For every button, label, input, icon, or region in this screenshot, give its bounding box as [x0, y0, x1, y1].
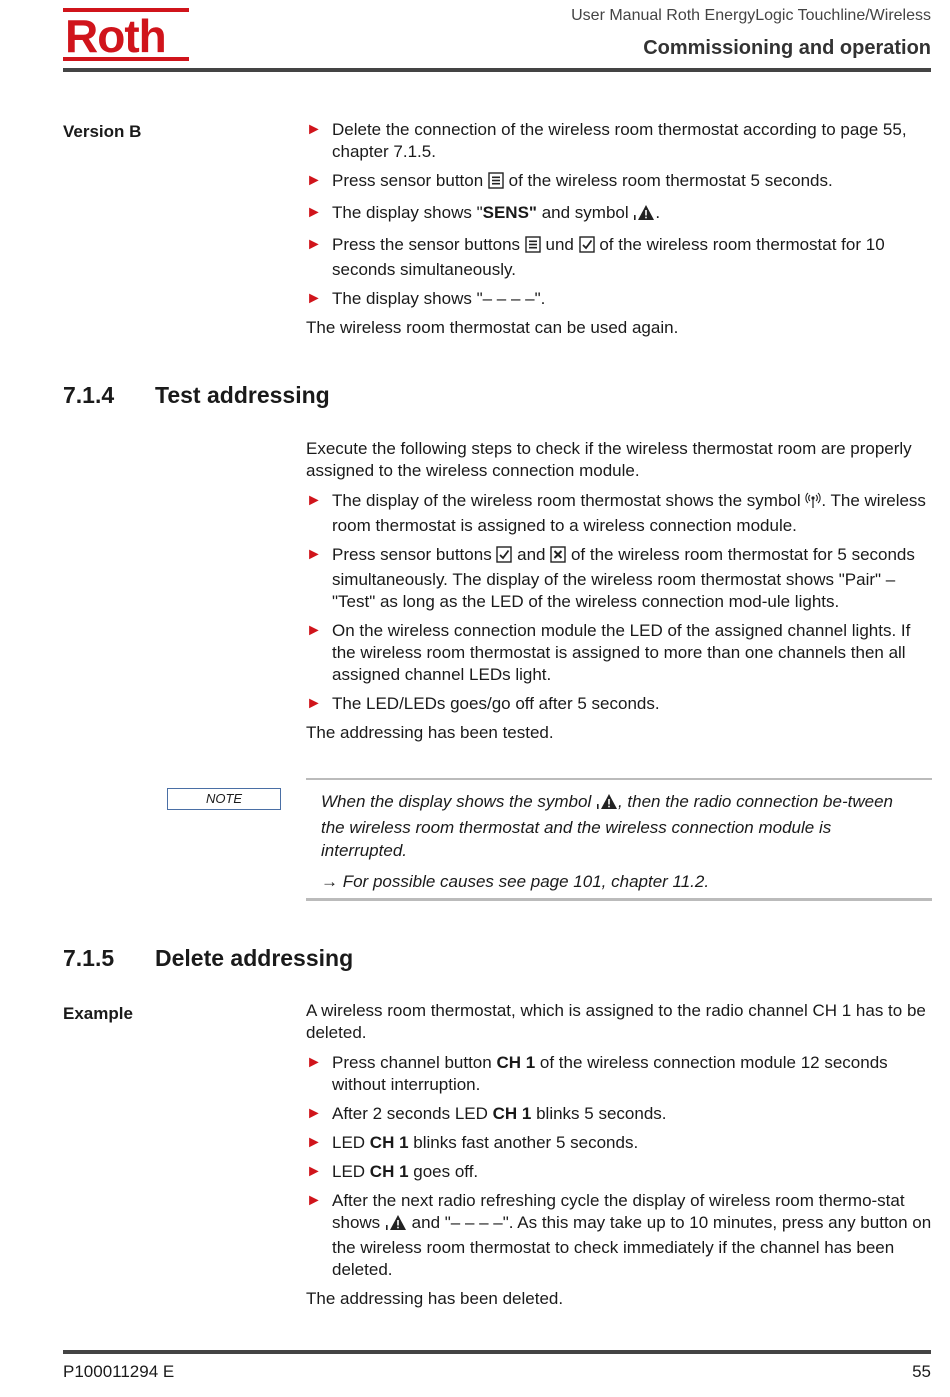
list-item: ► Press sensor button of the wireless room thermostat 5 seconds. — [306, 170, 932, 195]
page-number: 55 — [912, 1362, 931, 1381]
bullet-arrow-icon: ► — [306, 121, 322, 138]
list-item: ► LED CH 1 goes off. — [306, 1162, 479, 1181]
intro-text: A wireless room thermostat, which is assigned to the radio channel CH 1 has to be deleted. — [306, 1001, 926, 1042]
version-b-label: Version B — [63, 122, 142, 141]
bullet-arrow-icon: ► — [306, 172, 322, 189]
list-item: ► Press the sensor buttons und of the wireless room thermostat for 10 seconds simultaneously. — [306, 235, 885, 279]
warning-icon — [385, 1214, 407, 1237]
list-item: ► Press channel button CH 1 of the wireless connection module 12 seconds without interruption. — [306, 1053, 888, 1094]
version-b-block — [306, 119, 932, 346]
list-item: ► The LED/LEDs goes/go off after 5 seconds. — [306, 694, 660, 713]
bullet-arrow-icon: ► — [306, 492, 322, 509]
result-text: The wireless room thermostat can be used again. — [306, 318, 679, 337]
menu-icon — [525, 236, 541, 259]
bullet-arrow-icon: ► — [306, 204, 322, 221]
bullet-arrow-icon: ► — [306, 1054, 322, 1071]
intro-text: Execute the following steps to check if the wireless thermostat room are properly assigned to the wireless connection module. — [306, 439, 912, 480]
bullet-arrow-icon: ► — [306, 290, 322, 307]
header-rule — [63, 68, 931, 72]
list-item: ► The display shows "SENS" and symbol . — [306, 202, 932, 227]
test-addressing-block — [306, 438, 932, 751]
note-box — [306, 778, 932, 901]
example-label: Example — [63, 1004, 133, 1023]
list-item: ► On the wireless connection module the LED of the assigned channel lights. If the wireless room thermostat is assigned to more than one channels then all assigned channel LEDs light. — [306, 621, 911, 684]
section-heading-714: 7.1.4 Test addressing — [63, 382, 330, 408]
svg-text:Roth: Roth — [65, 10, 166, 62]
delete-addressing-block — [306, 1000, 932, 1317]
bullet-arrow-icon: ► — [306, 1192, 322, 1209]
check-icon — [496, 546, 512, 569]
warning-icon — [633, 204, 655, 227]
list-item: ► The display of the wireless room thermostat shows the symbol . The wireless room thermostat is assigned to a wireless connection module. — [306, 491, 926, 535]
roth-logo-icon — [63, 8, 189, 68]
note-reference: → For possible causes see page 101, chapter 11.2. — [321, 872, 710, 891]
note-text: When the display shows the symbol , then the radio connection be-tween the wireless room thermostat and the wireless connection module is interrupted. → For possible causes see page 101, chapter 11.2. — [321, 790, 921, 893]
note-badge: NOTE — [167, 788, 281, 810]
footer-rule — [63, 1350, 931, 1354]
result-text: The addressing has been deleted. — [306, 1289, 564, 1308]
roth-logo — [63, 8, 189, 62]
section-heading-715: 7.1.5 Delete addressing — [63, 945, 354, 971]
doc-title: User Manual Roth EnergyLogic Touchline/Wireless — [571, 7, 931, 24]
list-item: ► After 2 seconds LED CH 1 blinks 5 seconds. — [306, 1104, 667, 1123]
list-item: ► Press sensor buttons and of the wireless room thermostat for 5 seconds simultaneously. The display of the wireless room thermostat shows "Pair" – "Test" as long as the LED of the wireless connection mod-ule lights. — [306, 545, 915, 611]
bullet-arrow-icon: ► — [306, 1105, 322, 1122]
bullet-arrow-icon: ► — [306, 695, 322, 712]
antenna-icon — [805, 492, 821, 515]
cross-icon — [550, 546, 566, 569]
menu-icon — [488, 172, 504, 195]
bullet-arrow-icon: ► — [306, 236, 322, 253]
list-item: ► LED CH 1 blinks fast another 5 seconds. — [306, 1133, 639, 1152]
section-title: Commissioning and operation — [643, 37, 931, 59]
list-item: ► The display shows "– – – –". — [306, 289, 546, 308]
check-icon — [579, 236, 595, 259]
list-item: ► After the next radio refreshing cycle the display of wireless room thermo-stat shows and "– – – –". As this may take up to 10 minutes, press any button on the wireless room thermostat to check immediately if the channel has been deleted. — [306, 1191, 932, 1279]
bullet-arrow-icon: ► — [306, 546, 322, 563]
doc-number: P100011294 E — [63, 1362, 175, 1381]
bullet-arrow-icon: ► — [306, 1134, 322, 1151]
result-text: The addressing has been tested. — [306, 723, 554, 742]
list-item: ► Delete the connection of the wireless room thermostat according to page 55, chapter 7.1.5. — [306, 120, 907, 161]
warning-icon — [596, 793, 618, 816]
bullet-arrow-icon: ► — [306, 622, 322, 639]
bullet-arrow-icon: ► — [306, 1163, 322, 1180]
